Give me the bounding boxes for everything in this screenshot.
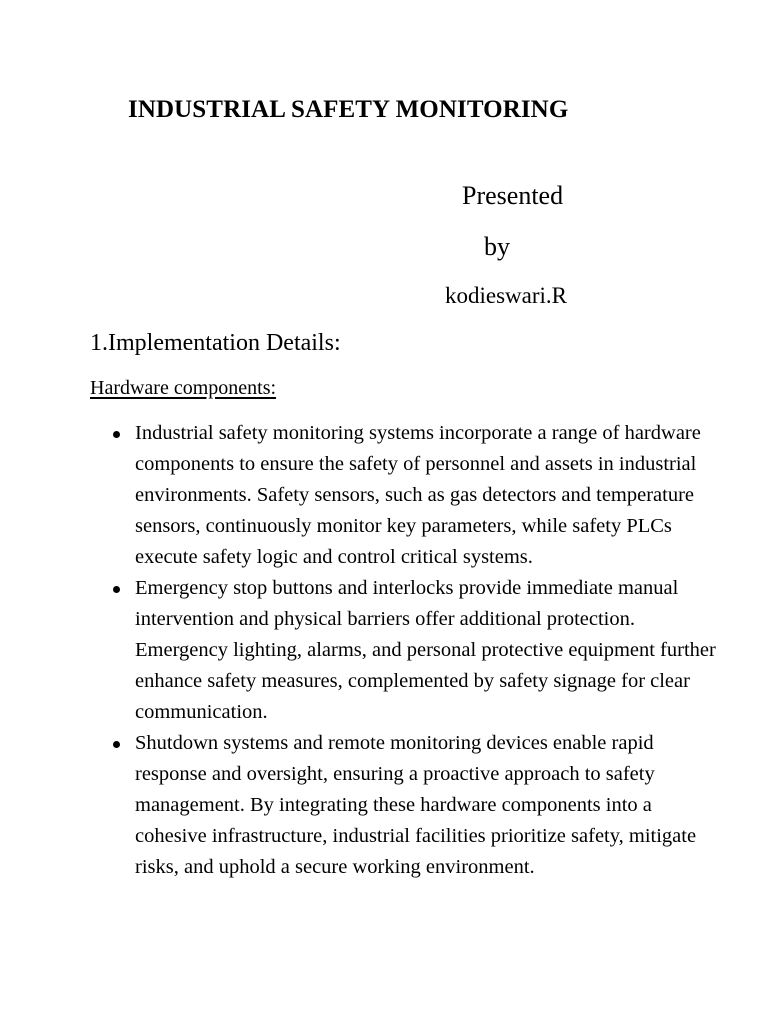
bullet-dot-icon <box>113 741 120 748</box>
bullet-text: Shutdown systems and remote monitoring devices enable rapid response and oversight, ensuring a proactive approach to safety management. By integrating these hardware components into a cohesive infrastructure, industrial facilities prioritize safety, mitigate risks, and uphold a secure working environment. <box>135 732 697 878</box>
bullet-text: Industrial safety monitoring systems incorporate a range of hardware components to ensure the safety of personnel and assets in industrial environments. Safety sensors, such as gas detectors and temperature sensors, continuously monitor key parameters, while safety PLCs execute safety logic and control critical systems. <box>135 422 701 568</box>
by-label: by <box>484 232 510 261</box>
document-title: INDUSTRIAL SAFETY MONITORING <box>128 96 569 123</box>
bullet-text: Emergency stop buttons and interlocks provide immediate manual intervention and physical barriers offer additional protection. Emergency lighting, alarms, and personal protective equipment further enhance safety measures, complemented by safety signage for clear communication. <box>135 577 716 723</box>
bullet-dot-icon <box>113 586 120 593</box>
presented-label: Presented <box>462 181 564 210</box>
bullet-list <box>0 418 768 883</box>
section-heading: 1.Implementation Details: <box>90 330 341 356</box>
bullet-item <box>0 418 768 573</box>
author-name: kodieswari.R <box>445 283 568 308</box>
hardware-components-subheading: Hardware components: <box>90 377 277 399</box>
bullet-dot-icon <box>113 431 120 438</box>
bullet-item <box>0 728 768 883</box>
bullet-item <box>0 573 768 728</box>
